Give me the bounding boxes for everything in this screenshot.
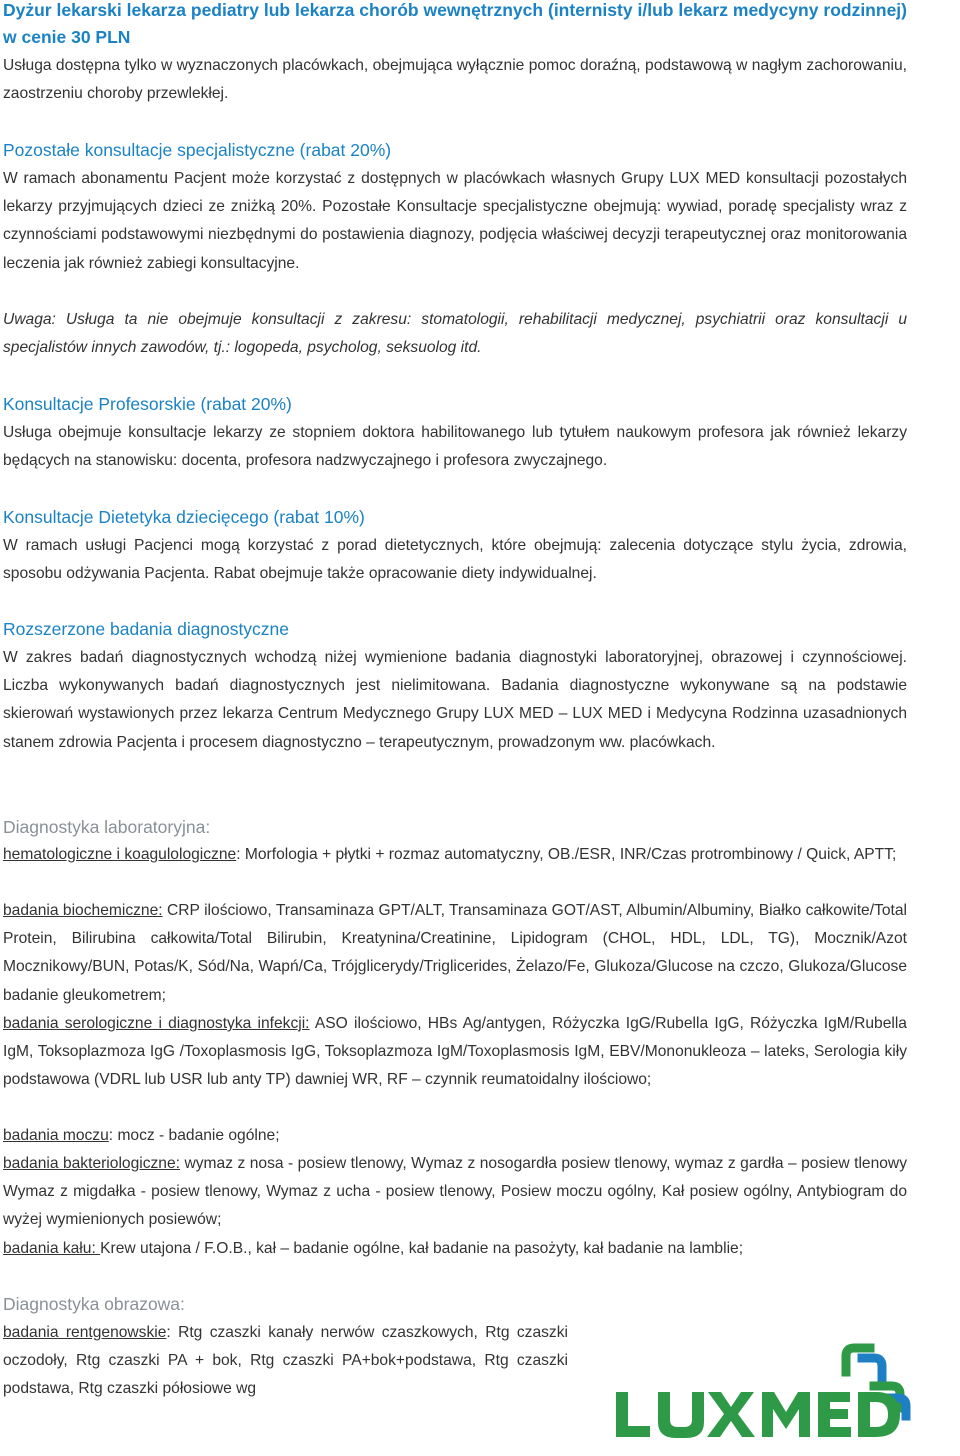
obrazowa-label: badania rentgenowskie (3, 1324, 167, 1341)
obrazowa-text: : Rtg czaszki kanały nerwów czaszkowych, Rtg czaszki oczodoły, Rtg czaszki PA + bok, Rtg czaszki PA+bok+podstawa, Rtg czaszki podstawa, Rtg czaszki półosiowe wg (3, 1324, 568, 1398)
lab-item-text: Krew utajona / F.O.B., kał – badanie ogólne, kał badanie na pasożyty, kał badanie na lamblie; (100, 1240, 744, 1257)
section-title-dietetyk: Konsultacje Dietetyka dziecięcego (rabat 10%) (3, 507, 365, 527)
lab-item-kalu (3, 1235, 907, 1263)
section-body-obrazowa (3, 1319, 568, 1404)
luxmed-wordmark (616, 1392, 900, 1438)
lab-item-text: CRP ilościowo, Transaminaza GPT/ALT, Transaminaza GOT/AST, Albumin/Albuminy, Białko całkowite/Total Protein, Bilirubina całkowita/Total Bilirubin, Kreatynina/Creatinine, Lipidogram (CHOL, HDL, LDL, TG), Mocznik/Azot Mocznikowy/BUN, Potas/K, Sód/Na, Wapń/Ca, Trójglicerydy/Triglicerides, Żelazo/Fe, Glukoza/Glucose na czczo, Glukoza/Glucose badanie gleukometrem; (3, 902, 907, 1004)
lab-item-biochemiczne (3, 897, 907, 1010)
section-title-rozszerzone: Rozszerzone badania diagnostyczne (3, 619, 290, 639)
section-title-obrazowa: Diagnostyka obrazowa: (3, 1294, 185, 1314)
section-body-dietetyk: W ramach usługi Pacjenci mogą korzystać z porad dietetycznych, które obejmują: zalecenia dotyczące stylu życia, zdrowia, sposobu odżywania Pacjenta. Rabat obejmuje także opracowanie diety indywidualnej. (3, 537, 907, 583)
lab-item-label: badania moczu (3, 1127, 109, 1144)
section-title-laboratoryjna: Diagnostyka laboratoryjna: (3, 817, 211, 837)
lab-item-label: badania kału: (3, 1240, 101, 1257)
lab-item-label: hematologiczne i koagulologiczne (3, 846, 237, 863)
section-body-pozostale: W ramach abonamentu Pacjent może korzystać z dostępnych w placówkach własnych Grupy LUX MED konsultacji pozostałych lekarzy przyjmujących dzieci ze zniżką 20%. Pozostałe Konsultacje specjalistyczne obejmują: wywiad, poradę specjalisty wraz z czynnościami podstawowymi niezbędnymi do postawienia diagnozy, podjęcia właściwej decyzji terapeutycznej oraz monitorowania leczenia jak również zabiegi konsultacyjne. (3, 170, 907, 272)
lab-item-label: badania bakteriologiczne: (3, 1155, 180, 1172)
lab-item-moczu: badania moczu: mocz - badanie ogólne; (3, 1127, 280, 1144)
section-body-dyzur: Usługa dostępna tylko w wyznaczonych placówkach, obejmująca wyłącznie pomoc doraźną, podstawową w nagłym zachorowaniu, zaostrzeniu choroby przewlekłej. (3, 57, 907, 103)
luxmed-logo (612, 1340, 930, 1442)
lab-item-hematologiczne: hematologiczne i koagulologiczne: Morfologia + płytki + rozmaz automatyczny, OB./ESR, INR/Czas protrombinowy / Quick, APTT; (3, 846, 897, 863)
section-title-profesorskie: Konsultacje Profesorskie (rabat 20%) (3, 394, 292, 414)
lab-item-text: mocz - badanie ogólne; (117, 1127, 280, 1144)
lab-item-bakteriologiczne (3, 1150, 907, 1235)
lab-item-text: Morfologia + płytki + rozmaz automatyczny, OB./ESR, INR/Czas protrombinowy / Quick, APTT; (244, 846, 897, 863)
section-body-rozszerzone: W zakres badań diagnostycznych wchodzą niżej wymienione badania diagnostyki laboratoryjnej, obrazowej i czynnościowej. Liczba wykonywanych badań diagnostycznych jest nielimitowana. Badania diagnostyczne wykonywane są na podstawie skierowań wystawionych przez lekarza Centrum Medycznego Grupy LUX MED – LUX MED i Medycyna Rodzinna uzasadnionych stanem zdrowia Pacjenta i procesem diagnostyczno – terapeutycznym, prowadzonym ww. placówkach. (3, 649, 907, 751)
lab-item-label: badania biochemiczne: (3, 902, 163, 919)
section-title-pozostale: Pozostałe konsultacje specjalistyczne (rabat 20%) (3, 140, 392, 160)
lab-item-text: ASO ilościowo, HBs Ag/antygen, Różyczka IgG/Rubella IgG, Różyczka IgM/Rubella IgM, Toksoplazmoza IgG /Toxoplasmosis IgG, Toksoplazmoza IgM/Toxoplasmosis IgM, EBV/Mononukleoza – lateks, Serologia kiły podstawowa (VDRL lub USR lub anty TP) dawniej WR, RF – czynnik reumatoidalny ilościowo; (3, 1015, 907, 1089)
section-title-dyzur: Dyżur lekarski lekarza pediatry lub lekarza chorób wewnętrznych (internisty i/lub lekarz medycyny rodzinnej) w cenie 30 PLN (3, 0, 907, 47)
lab-item-serologiczne (3, 1010, 907, 1095)
lab-item-label: badania serologiczne i diagnostyka infekcji: (3, 1015, 310, 1032)
section-note-pozostale: Uwaga: Usługa ta nie obejmuje konsultacji z zakresu: stomatologii, rehabilitacji medycznej, psychiatrii oraz konsultacji u specjalistów innych zawodów, tj.: logopeda, psycholog, seksuolog itd. (3, 311, 907, 357)
section-body-profesorskie: Usługa obejmuje konsultacje lekarzy ze stopniem doktora habilitowanego lub tytułem naukowym profesora jak również lekarzy będących na stanowisku: docenta, profesora nadzwyczajnego i profesora zwyczajnego. (3, 424, 907, 470)
lab-item-text: wymaz z nosa - posiew tlenowy, Wymaz z nosogardła posiew tlenowy, wymaz z gardła – posiew tlenowy Wymaz z migdałka - posiew tlenowy, Wymaz z ucha - posiew tlenowy, Posiew moczu ogólny, Kał posiew ogólny, Antybiogram do wyżej wymienionych posiewów; (3, 1155, 907, 1229)
